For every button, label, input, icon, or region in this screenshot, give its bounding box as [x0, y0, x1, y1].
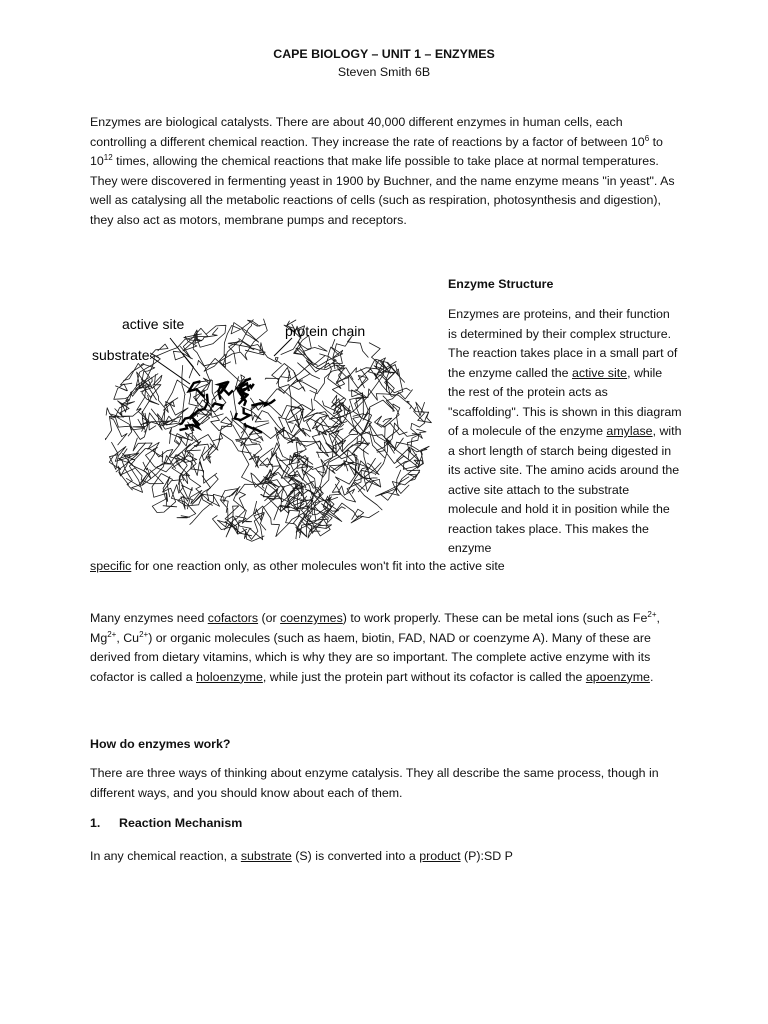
- enzyme-structure-heading: Enzyme Structure: [448, 277, 554, 291]
- intro-sup-2: 12: [103, 152, 113, 162]
- reaction-mechanism-paragraph: [90, 847, 680, 867]
- term-product: product: [419, 849, 461, 863]
- cofactors-text-6: ) or organic molecules (such as haem, biotin, FAD, NAD or coenzyme A). Many of these are derived from dietary vitamins, which is why they are so important. The complete active enzyme with its cofactor is called a: [90, 630, 651, 684]
- protein-chain-illustration: [92, 298, 438, 556]
- amylase-diagram: [92, 298, 438, 556]
- title-block: [0, 45, 768, 81]
- section-title: Reaction Mechanism: [119, 816, 243, 830]
- term-amylase: amylase: [606, 424, 653, 438]
- intro-sup-1: 6: [644, 133, 650, 143]
- intro-text-3: times, allowing the chemical reactions that make life possible to take place at normal temperatures. They were discovered in fermenting yeast in 1900 by Buchner, and the name enzyme means "in yeast". As well as catalysing all the metabolic reactions of cells (such as respiration, photosynthesis and digestion), they also act as motors, membrane pumps and receptors.: [90, 154, 675, 227]
- term-substrate: substrate: [240, 849, 292, 863]
- enzyme-structure-continuation: [90, 557, 690, 577]
- document-author: Steven Smith 6B: [337, 65, 431, 79]
- structure-text-4: for one reaction only, as other molecules won't fit into the active site: [131, 559, 505, 573]
- term-active-site: active site: [571, 365, 628, 380]
- how-enzymes-work-heading: How do enzymes work?: [90, 737, 231, 751]
- intro-text-2: to 10: [90, 134, 663, 168]
- term-cofactors: cofactors: [207, 611, 259, 625]
- cofactors-text-2: (or: [258, 611, 281, 625]
- term-coenzymes: coenzymes: [280, 611, 343, 625]
- cofactors-text-3: ) to work properly. These can be metal ions (such as Fe: [342, 611, 648, 625]
- enzyme-structure-paragraph: [448, 305, 682, 559]
- cofactors-text-4: , Mg: [90, 611, 660, 645]
- cofactors-text-8: .: [649, 669, 654, 684]
- cofactors-text-5: , Cu: [116, 630, 140, 645]
- how-enzymes-work-paragraph: There are three ways of thinking about enzyme catalysis. They all describe the same process, though in different ways, and you should know about each of them.: [90, 766, 659, 800]
- intro-text-1: Enzymes are biological catalysts. There are about 40,000 different enzymes in human cells, each controlling a different chemical reaction. They increase the rate of reactions by a factor of between 10: [90, 115, 645, 149]
- reaction-mechanism-heading: [90, 814, 242, 834]
- label-protein-chain: protein chain: [285, 323, 366, 339]
- mechanism-text-3: (P):SD P: [460, 849, 513, 863]
- sup-fe: 2+: [647, 609, 657, 619]
- cofactors-paragraph: [90, 609, 680, 687]
- structure-text-3: , with a short length of starch being digested in its active site. The amino acids around the active site attach to the substrate molecule and hold it in position while the reaction takes place. This makes the enzyme: [448, 424, 682, 555]
- mechanism-text-2: (S) is converted into a: [291, 849, 420, 863]
- term-apoenzyme: apoenzyme: [585, 669, 650, 684]
- document-title: CAPE BIOLOGY – UNIT 1 – ENZYMES: [273, 47, 495, 61]
- mechanism-text-1: In any chemical reaction, a: [90, 849, 241, 863]
- label-active-site: active site: [122, 316, 185, 332]
- intro-paragraph: [90, 113, 680, 230]
- sup-mg: 2+: [107, 629, 117, 639]
- term-specific: specific: [90, 559, 132, 573]
- label-substrate: substrate: [92, 347, 150, 363]
- structure-text-2: , while the rest of the protein acts as "scaffolding". This is shown in this diagram of a molecule of the enzyme: [448, 365, 682, 438]
- cofactors-text-7: , while just the protein part without its cofactor is called the: [262, 669, 586, 684]
- section-number: 1.: [90, 816, 101, 830]
- sup-cu: 2+: [139, 629, 149, 639]
- cofactors-text-1: Many enzymes need: [90, 611, 208, 625]
- structure-text-1: Enzymes are proteins, and their function is determined by their complex structure. The reaction takes place in a small part of the enzyme called the: [448, 307, 678, 380]
- term-holoenzyme: holoenzyme: [196, 669, 263, 684]
